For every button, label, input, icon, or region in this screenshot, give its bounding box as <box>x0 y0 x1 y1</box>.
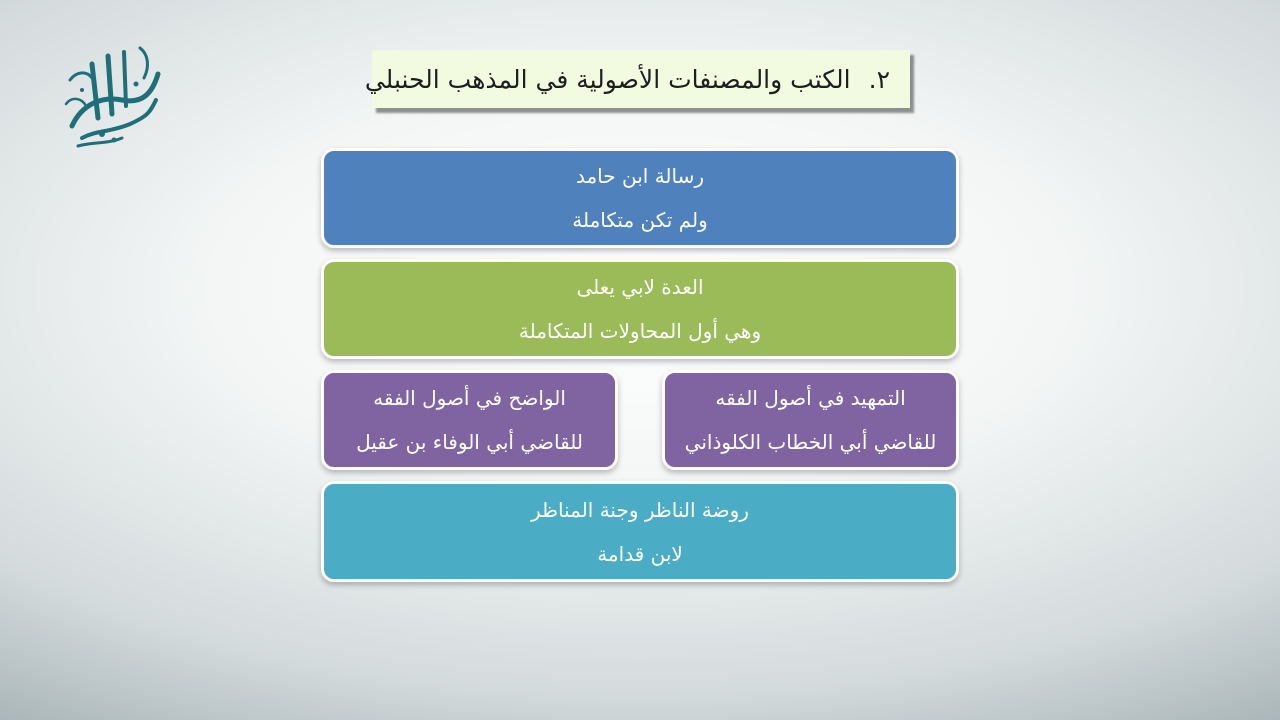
slide-title <box>365 65 890 94</box>
card-rawdat-al-nazir <box>321 481 959 582</box>
card-ibn-hamid <box>321 148 959 248</box>
card-title: روضة الناظر وجنة المناظر <box>531 497 749 522</box>
card-al-wadih <box>321 370 618 470</box>
card-al-udda <box>321 259 959 359</box>
title-text: الكتب والمصنفات الأصولية في المذهب الحنبلي <box>364 64 851 94</box>
card-title: الواضح في أصول الفقه <box>373 386 566 410</box>
card-subtitle: للقاضي أبي الوفاء بن عقيل <box>356 430 583 454</box>
card-al-tamhid <box>662 370 959 470</box>
calligraphy-logo-icon <box>52 34 170 152</box>
card-subtitle: ولم تكن متكاملة <box>572 208 708 232</box>
card-title: التمهيد في أصول الفقه <box>715 386 906 410</box>
title-number: ٢. <box>868 64 890 94</box>
card-subtitle: لابن قدامة <box>597 541 683 566</box>
card-subtitle: وهي أول المحاولات المتكاملة <box>518 319 762 343</box>
card-subtitle: للقاضي أبي الخطاب الكلوذاني <box>684 430 937 454</box>
card-title: العدة لابي يعلى <box>576 275 704 299</box>
card-title: رسالة ابن حامد <box>575 164 705 188</box>
slide-title-box <box>364 50 910 108</box>
